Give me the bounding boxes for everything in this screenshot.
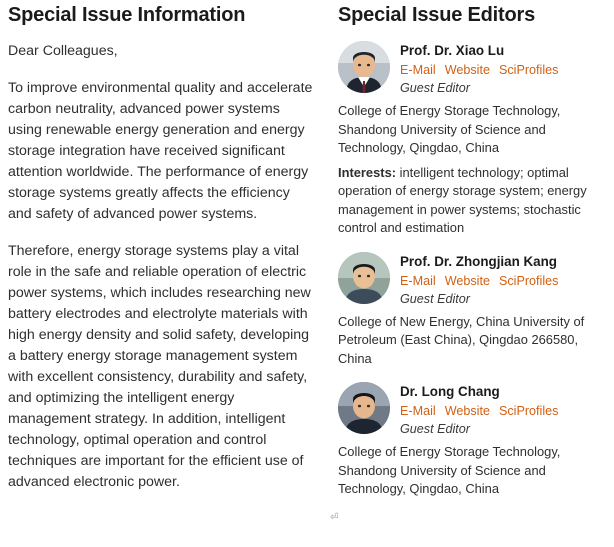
editor-interests [338, 164, 606, 238]
paragraph-2: Therefore, energy storage systems play a vital role in the safe and reliable operation of electric power systems, which includes researching new battery electrodes and electrolyte materials with high energy density and solid safety, developing a battery energy storage management system with excellent consistency, durability and safety, and optimizing the intelligent energy management strategy. In addition, intelligent technology, optimal operation and control techniques are important for the efficient use of advanced electronic power. [8, 243, 311, 490]
editor-links [400, 403, 606, 419]
interests-text: intelligent technology; optimal operation of energy storage system; energy management in power systems; stochastic control and estimation [338, 164, 587, 235]
editor-links [400, 62, 606, 78]
editor-affiliation: College of New Energy, China University of Petroleum (East China), Qingdao 266580, China [338, 313, 585, 366]
email-link[interactable]: E-Mail [400, 63, 436, 77]
editor-meta [400, 382, 606, 437]
editor-role: Guest Editor [400, 291, 470, 306]
website-link[interactable]: Website [444, 273, 490, 288]
editor-header [338, 41, 606, 96]
editor-meta [400, 41, 606, 96]
editor-card [338, 41, 606, 238]
editor-affiliation: College of Energy Storage Technology, Shandong University of Science and Technology, Qingdao, China [338, 103, 561, 155]
sciprofiles-link[interactable]: SciProfiles [498, 404, 559, 418]
website-link[interactable]: Website [444, 63, 490, 77]
paragraph-salutation: Dear Colleagues, [8, 43, 118, 59]
paragraph-1: To improve environmental quality and accelerate carbon neutrality, advanced power systems using renewable energy generation and energy storage integration have received significant attention worldwide. The performance of energy storage systems greatly affects the efficiency and safety of advanced power systems. [8, 80, 313, 222]
interests-label: Interests: [338, 164, 397, 180]
page-title: Special Issue Information [8, 4, 246, 26]
editor-card [338, 252, 606, 369]
editor-name: Prof. Dr. Zhongjian Kang [400, 253, 557, 269]
email-link[interactable]: E-Mail [400, 404, 436, 418]
editor-meta [400, 252, 606, 307]
editor-header [338, 252, 606, 307]
avatar [338, 41, 390, 93]
editor-name: Prof. Dr. Xiao Lu [400, 43, 505, 58]
editor-links [400, 273, 606, 289]
avatar [338, 382, 390, 434]
editor-name: Dr. Long Chang [400, 384, 500, 399]
sciprofiles-link[interactable]: SciProfiles [498, 63, 559, 77]
email-link[interactable]: E-Mail [400, 273, 436, 288]
editor-header [338, 382, 606, 437]
website-link[interactable]: Website [444, 404, 490, 418]
paragraph-mark-icon: ⏎ [330, 512, 339, 523]
avatar [338, 252, 390, 304]
sciprofiles-link[interactable]: SciProfiles [498, 273, 559, 288]
editor-role: Guest Editor [400, 422, 470, 436]
special-issue-editors-column [332, 0, 614, 547]
editor-affiliation: College of Energy Storage Technology, Shandong University of Science and Technology, Qingdao, China [338, 444, 561, 496]
editors-title: Special Issue Editors [338, 4, 535, 26]
editor-role: Guest Editor [400, 81, 470, 95]
editor-card [338, 382, 606, 499]
